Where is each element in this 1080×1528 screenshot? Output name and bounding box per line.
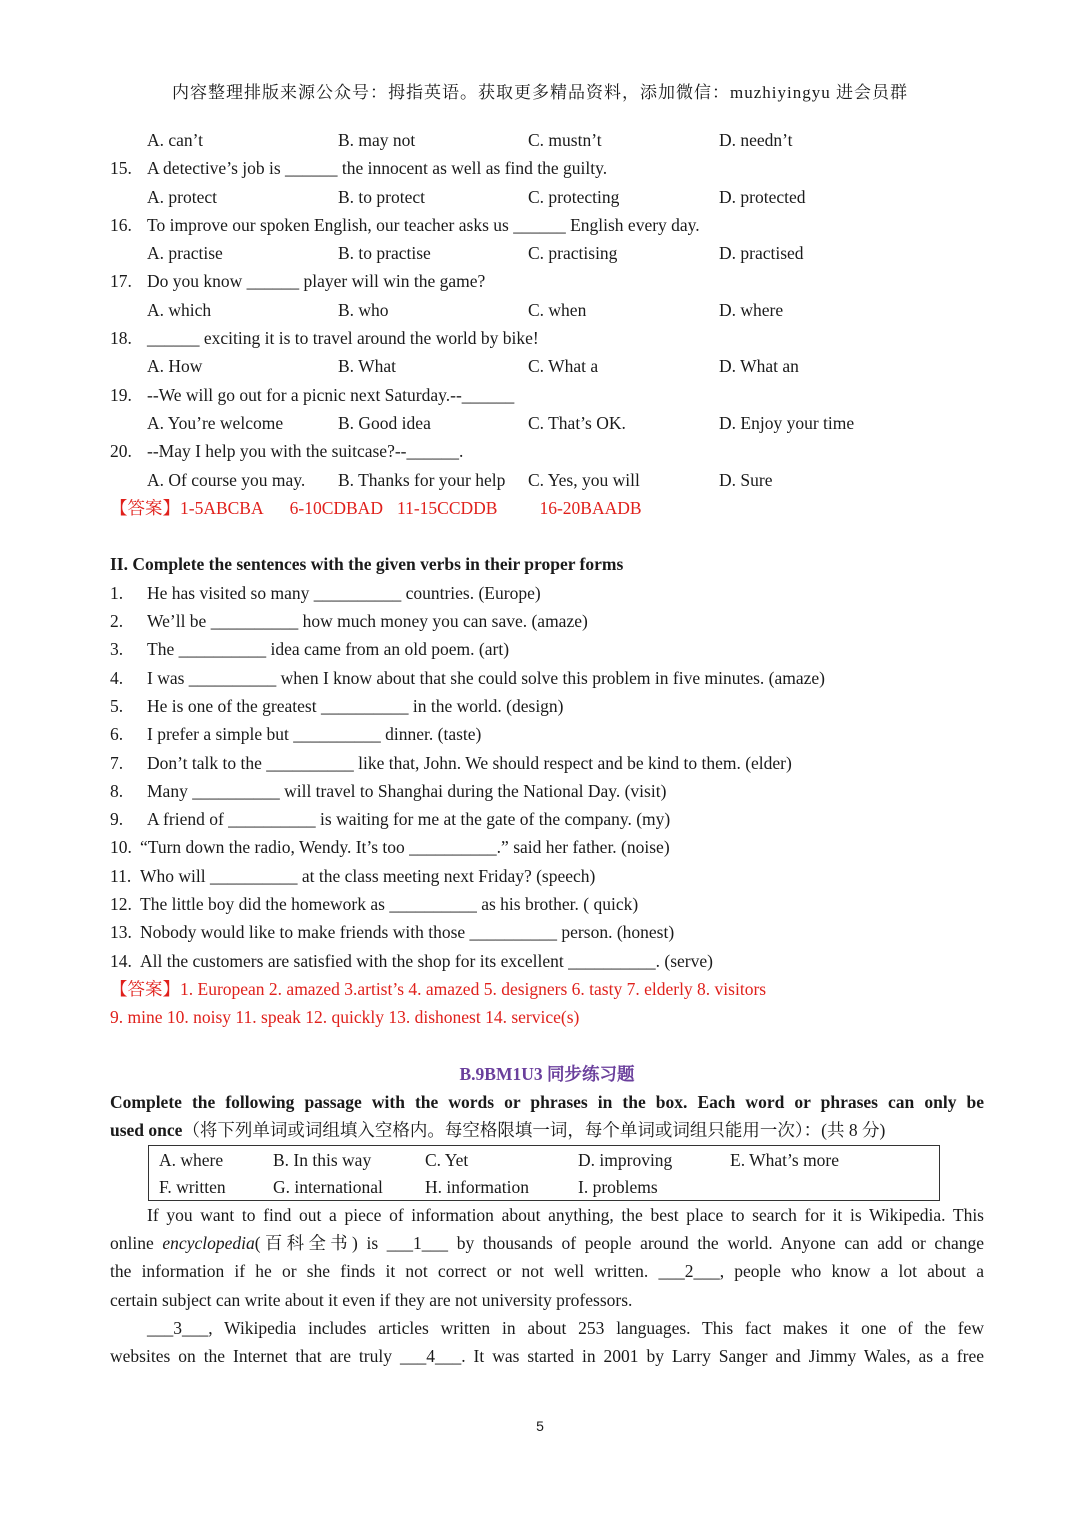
item-text: A friend of __________ is waiting for me at the gate of the company. (my): [147, 809, 671, 830]
mc-question: [110, 381, 984, 409]
word-d: D. improving: [578, 1149, 673, 1170]
page-header: 内容整理排版来源公众号：拇指英语。获取更多精品资料，添加微信：muzhiyingyu 进会员群: [172, 83, 908, 102]
item-text: We’ll be __________ how much money you can save. (amaze): [147, 611, 588, 632]
part2-answer-key-line2: 9. mine 10. noisy 11. speak 12. quickly 13. dishonest 14. service(s): [110, 1007, 580, 1028]
option-d: D. practised: [719, 243, 804, 264]
option-d: D. protected: [719, 186, 806, 207]
mc-options: [110, 466, 984, 494]
item-text: “Turn down the radio, Wendy. It’s too __________.” said her father. (noise): [140, 837, 670, 858]
item-number: 10.: [110, 837, 132, 858]
question-text: --May I help you with the suitcase?--______.: [147, 441, 464, 462]
option-a: A. Of course you may.: [147, 469, 306, 490]
option-c: C. Yes, you will: [528, 469, 640, 490]
option-b: B. who: [338, 299, 389, 320]
mc-options: [110, 296, 984, 324]
item-text: All the customers are satisfied with the shop for its excellent __________. (serve): [140, 950, 713, 971]
mc-question: [110, 324, 984, 352]
question-number: 20.: [110, 441, 132, 462]
answer-label: 【答案】: [110, 497, 180, 518]
word-h: H. information: [425, 1176, 530, 1197]
word-i: I. problems: [578, 1176, 658, 1197]
item-text: He has visited so many __________ countries. (Europe): [147, 582, 541, 603]
option-d: D. Enjoy your time: [719, 412, 855, 433]
part2-title: II. Complete the sentences with the given verbs in their proper forms: [110, 554, 624, 575]
item-text: The little boy did the homework as __________ as his brother. ( quick): [140, 894, 639, 915]
part2-item-list: [110, 579, 984, 975]
mc-question: [110, 211, 984, 239]
passage-text: online: [110, 1232, 163, 1253]
option-c: C. What a: [528, 356, 599, 377]
item-number: 9.: [110, 809, 124, 830]
page-content: [110, 126, 984, 1370]
item-number: 5.: [110, 695, 124, 716]
item-number: 8.: [110, 780, 124, 801]
option-a: A. which: [147, 299, 212, 320]
instructions-cn: （将下列单词或词组填入空格内。每空格限填一词，每个单词或词组只能用一次）：(共 8 分): [182, 1120, 886, 1141]
option-a: A. You’re welcome: [147, 412, 284, 433]
option-a: A. practise: [147, 243, 223, 264]
passage-p1-line3: the information if he or she finds it not correct or not well written. ___2___, people who know a lot about a: [110, 1261, 984, 1282]
question-number: 16.: [110, 214, 132, 235]
item-text: Nobody would like to make friends with those __________ person. (honest): [140, 922, 675, 943]
part2-item: [110, 692, 984, 720]
word-a: A. where: [159, 1149, 224, 1170]
section-b-title: B.9BM1U3 同步练习题: [459, 1063, 635, 1084]
item-number: 11.: [110, 865, 132, 886]
question-text: Do you know ______ player will win the game?: [147, 271, 486, 292]
question-text: A detective’s job is ______ the innocent as well as find the guilty.: [147, 158, 608, 179]
part2-item: [110, 947, 984, 975]
question-text: To improve our spoken English, our teacher asks us ______ English every day.: [147, 214, 700, 235]
instructions-bold: used once: [110, 1120, 183, 1141]
word-box-row-2: [149, 1173, 939, 1201]
mc-options: [110, 239, 984, 267]
question-number: 19.: [110, 384, 132, 405]
question-text: --We will go out for a picnic next Saturday.--______: [147, 384, 515, 405]
option-a: A. protect: [147, 186, 217, 207]
question-text: ______ exciting it is to travel around the world by bike!: [147, 328, 539, 349]
part2-item: [110, 777, 984, 805]
item-number: 12.: [110, 894, 132, 915]
page-number: 5: [536, 1418, 544, 1434]
option-c: C. protecting: [528, 186, 620, 207]
item-text: Who will __________ at the class meeting next Friday? (speech): [140, 865, 596, 886]
option-c: C. practising: [528, 243, 618, 264]
option-d: D. needn’t: [719, 130, 793, 150]
mc-question: [110, 267, 984, 295]
word-box: [148, 1145, 940, 1201]
q14-options: [110, 126, 984, 154]
part2-item: [110, 862, 984, 890]
option-a: A. can’t: [147, 130, 204, 150]
answer-group-1: 1-5ABCBA: [180, 497, 264, 518]
part2-item: [110, 749, 984, 777]
passage-p1-line1: If you want to find out a piece of information about anything, the best place to search for it is Wikipedia. This: [147, 1204, 984, 1225]
item-number: 14.: [110, 950, 132, 971]
part2-item: [110, 720, 984, 748]
question-number: 18.: [110, 328, 132, 349]
word-box-row-1: [149, 1146, 939, 1174]
option-b: B. What: [338, 356, 397, 377]
part2-item: [110, 805, 984, 833]
option-a: A. How: [147, 356, 203, 377]
passage-p1-line2: [110, 1229, 984, 1257]
item-text: He is one of the greatest __________ in the world. (design): [147, 695, 564, 716]
option-b: B. Thanks for your help: [338, 469, 506, 490]
passage-p2-line2: websites on the Internet that are truly ___4___. It was started in 2001 by Larry Sanger and Jimmy Wales, as a free: [110, 1346, 984, 1367]
item-number: 7.: [110, 752, 124, 773]
mc-question-list: [110, 154, 984, 494]
answer-label: 【答案】: [110, 978, 180, 999]
item-number: 1.: [110, 582, 124, 603]
item-number: 3.: [110, 639, 124, 660]
item-number: 2.: [110, 611, 124, 632]
passage-italic-word: encyclopedia: [162, 1232, 255, 1253]
mc-answer-key: [110, 494, 984, 522]
item-number: 4.: [110, 667, 124, 688]
option-d: D. What an: [719, 356, 799, 377]
part2-item: [110, 607, 984, 635]
word-e: E. What’s more: [730, 1149, 840, 1170]
part2-item: [110, 579, 984, 607]
option-c: C. That’s OK.: [528, 412, 626, 433]
word-b: B. In this way: [273, 1149, 372, 1170]
section-b-instructions-line1: Complete the following passage with the words or phrases in the box. Each word or phrases can only be: [110, 1092, 984, 1113]
word-g: G. international: [273, 1176, 383, 1197]
item-number: 13.: [110, 922, 132, 943]
part2-item: [110, 635, 984, 663]
answer-group-2: 6-10CDBAD: [289, 497, 383, 518]
item-number: 6.: [110, 724, 124, 745]
mc-options: [110, 352, 984, 380]
passage-p1-line4: certain subject can write about it even if they are not university professors.: [110, 1289, 633, 1310]
word-f: F. written: [159, 1176, 226, 1197]
part2-item: [110, 918, 984, 946]
item-text: The __________ idea came from an old poem. (art): [147, 639, 510, 660]
option-c: C. when: [528, 299, 587, 320]
item-text: I was __________ when I know about that she could solve this problem in five minutes. (amaze): [147, 667, 825, 688]
passage-text: (百科全书) is ___1___ by thousands of people around the world. Anyone can add or change: [254, 1232, 984, 1253]
part2-item: [110, 664, 984, 692]
option-b: B. Good idea: [338, 412, 431, 433]
mc-options: [110, 409, 984, 437]
option-c: C. mustn’t: [528, 130, 602, 150]
passage-p2-line1: ___3___, Wikipedia includes articles written in about 253 languages. This fact makes it one of the few: [147, 1317, 984, 1338]
answer-group-3: 11-15CCDDB: [396, 497, 498, 518]
part2-item: [110, 833, 984, 861]
mc-question: [110, 154, 984, 182]
option-d: D. where: [719, 299, 784, 320]
part2-item: [110, 890, 984, 918]
option-b: B. may not: [338, 130, 416, 150]
section-b-instructions-line2: [110, 1116, 984, 1144]
item-text: Don’t talk to the __________ like that, John. We should respect and be kind to them. (elder): [147, 752, 792, 773]
item-text: I prefer a simple but __________ dinner. (taste): [147, 724, 482, 745]
option-d: D. Sure: [719, 469, 773, 490]
answer-group-4: 16-20BAADB: [539, 497, 642, 518]
mc-options: [110, 183, 984, 211]
option-b: B. to protect: [338, 186, 425, 207]
word-c: C. Yet: [425, 1149, 469, 1170]
mc-question: [110, 437, 984, 465]
question-number: 15.: [110, 158, 132, 179]
part2-answer-key-line1: [110, 975, 984, 1003]
item-text: Many __________ will travel to Shanghai during the National Day. (visit): [147, 780, 667, 801]
question-number: 17.: [110, 271, 132, 292]
answer-text: 1. European 2. amazed 3.artist’s 4. amazed 5. designers 6. tasty 7. elderly 8. visitors: [180, 978, 767, 999]
option-b: B. to practise: [338, 243, 431, 264]
